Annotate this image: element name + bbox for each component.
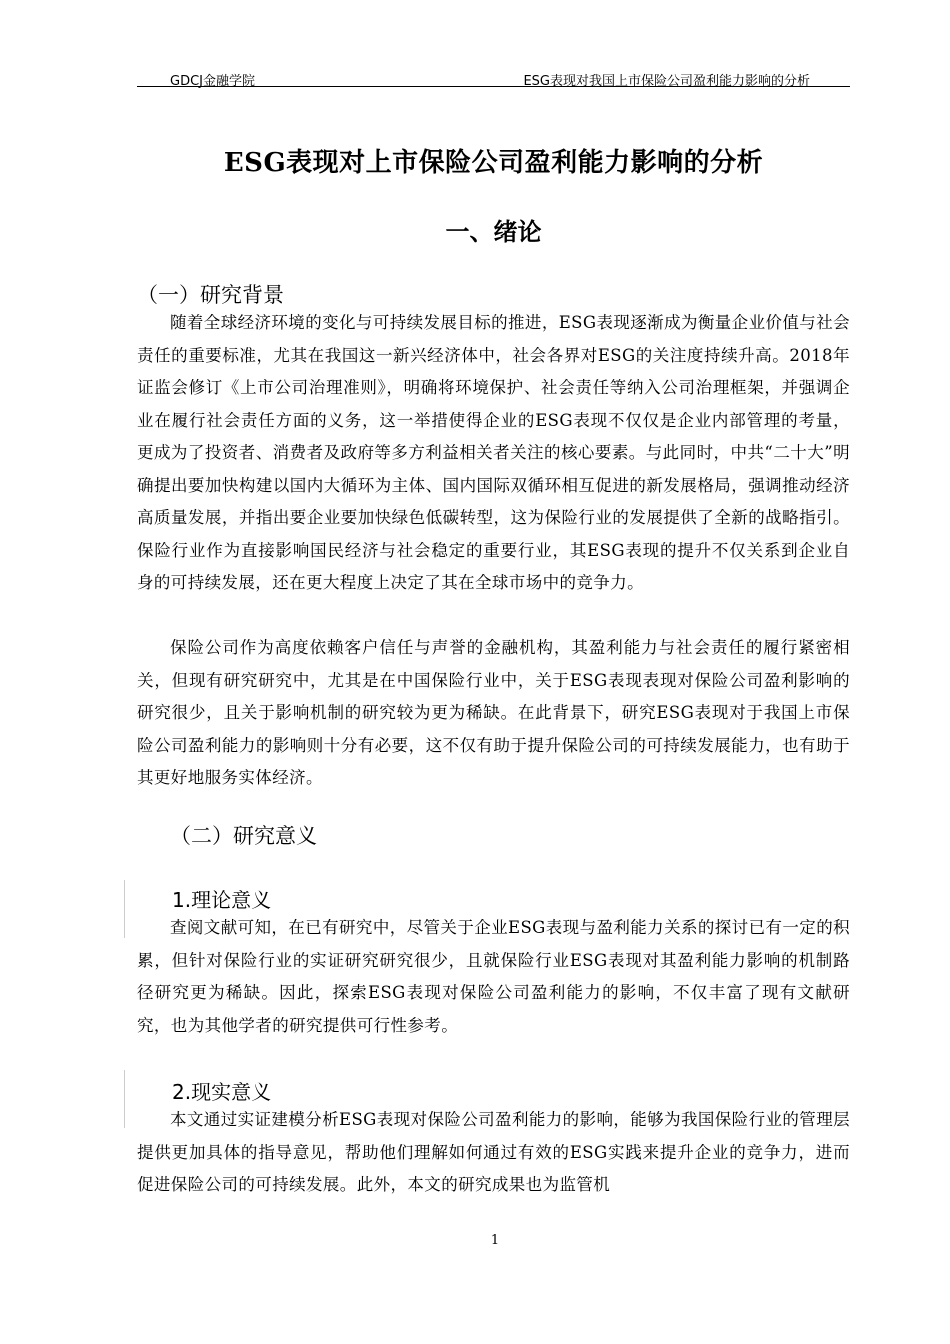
subsection-heading-practice: 2.现实意义 [172, 1080, 272, 1104]
margin-marker [124, 880, 125, 938]
header-right-text: ESG表现对我国上市保险公司盈利能力影响的分析 [523, 74, 810, 89]
margin-marker [124, 1070, 125, 1128]
background-paragraph-1: 随着全球经济环境的变化与可持续发展目标的推进，ESG表现逐渐成为衡量企业价值与社会责任的重要标准，尤其在我国这一新兴经济体中，社会各界对ESG的关注度持续升高。2018年证监会修订《上市公司治理准则》，明确将环境保护、社会责任等纳入公司治理框架，并强调企业在履行社会责任方面的义务，这一举措使得企业的ESG表现不仅仅是企业内部管理的考量，更成为了投资者、消费者及政府等多方利益相关者关注的核心要素。与此同时，中共“二十大”明确提出要加快构建以国内大循环为主体、国内国际双循环相互促进的新发展格局，强调推动经济高质量发展，并指出要企业要加快绿色低碳转型，这为保险行业的发展提供了全新的战略指引。保险行业作为直接影响国民经济与社会稳定的重要行业，其ESG表现的提升不仅关系到企业自身的可持续发展，还在更大程度上决定了其在全球市场中的竞争力。 [137, 313, 850, 592]
theory-paragraph: 查阅文献可知，在已有研究中，尽管关于企业ESG表现与盈利能力关系的探讨已有一定的积累，但针对保险行业的实证研究研究很少，且就保险行业ESG表现对其盈利能力影响的机制路径研究更为稀缺。因此，探索ESG表现对保险公司盈利能力的影响，不仅丰富了现有文献研究，也为其他学者的研究提供可行性参考。 [137, 918, 850, 1035]
section-heading-background: （一）研究背景 [137, 283, 284, 307]
chapter-heading: 一、绪论 [445, 218, 542, 246]
header-left-text: GDCJ金融学院 [170, 74, 255, 89]
page-number: 1 [490, 1233, 500, 1248]
practice-paragraph: 本文通过实证建模分析ESG表现对保险公司盈利能力的影响，能够为我国保险行业的管理层提供更加具体的指导意见，帮助他们理解如何通过有效的ESG实践来提升企业的竞争力，进而促进保险公司的可持续发展。此外，本文的研究成果也为监管机 [137, 1110, 850, 1194]
background-paragraph-2: 保险公司作为高度依赖客户信任与声誉的金融机构，其盈利能力与社会责任的履行紧密相关，但现有研究研究中，尤其是在中国保险行业中，关于ESG表现表现对保险公司盈利影响的研究很少，且关于影响机制的研究较为更为稀缺。在此背景下，研究ESG表现对于我国上市保险公司盈利能力的影响则十分有必要，这不仅有助于提升保险公司的可持续发展能力，也有助于其更好地服务实体经济。 [137, 638, 850, 787]
header-rule [137, 86, 850, 87]
subsection-heading-theory: 1.理论意义 [172, 888, 272, 912]
paper-title: ESG表现对上市保险公司盈利能力影响的分析 [223, 148, 764, 178]
section-heading-significance: （二）研究意义 [170, 824, 317, 848]
